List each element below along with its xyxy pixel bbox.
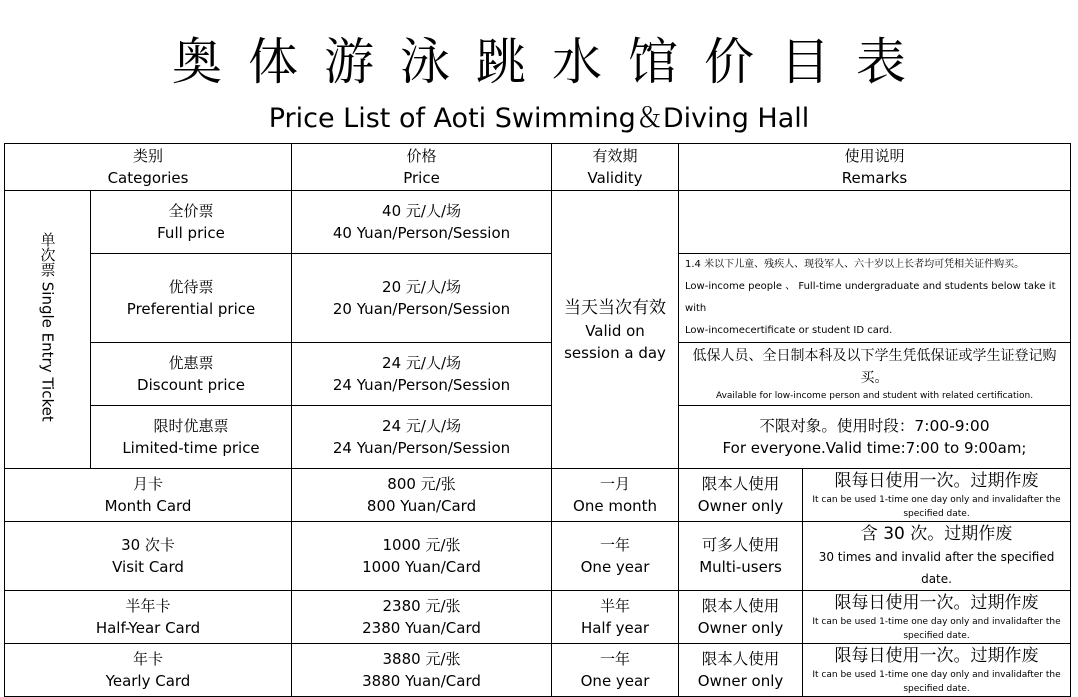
ticket-price-preferential: 20 元/人/场 20 Yuan/Person/Session xyxy=(292,254,552,343)
ticket-name-preferential: 优待票 Preferential price xyxy=(91,254,292,343)
remark-discount: 低保人员、全日制本科及以下学生凭低保证或学生证登记购买。 Available for low-income person and student with related certification. xyxy=(679,343,1071,406)
header-categories-cn: 类别 xyxy=(133,147,164,165)
header-price-en: Price xyxy=(403,169,440,187)
header-price xyxy=(292,144,552,191)
card-remark: 限每日使用一次。过期作废 It can be used 1-time one day only and invalidafter the specified date. xyxy=(803,591,1071,644)
card-validity: 一年 One year xyxy=(552,522,679,591)
card-name: 半年卡 Half-Year Card xyxy=(5,591,292,644)
ticket-name-limited: 限时优惠票 Limited-time price xyxy=(91,406,292,469)
header-categories-en: Categories xyxy=(107,169,189,187)
header-validity-cn: 有效期 xyxy=(592,147,638,165)
card-user: 可多人使用 Multi-users xyxy=(679,522,803,591)
card-price: 800 元/张 800 Yuan/Card xyxy=(292,469,552,522)
table-row xyxy=(5,343,1071,406)
ticket-price-discount: 24 元/人/场 24 Yuan/Person/Session xyxy=(292,343,552,406)
table-row xyxy=(5,254,1071,343)
single-entry-validity: 当天当次有效 Valid on session a day xyxy=(552,191,679,469)
card-validity: 一年 One year xyxy=(552,644,679,697)
ticket-price-limited: 24 元/人/场 24 Yuan/Person/Session xyxy=(292,406,552,469)
table-row xyxy=(5,591,1071,644)
card-price: 2380 元/张 2380 Yuan/Card xyxy=(292,591,552,644)
ticket-name-discount: 优惠票 Discount price xyxy=(91,343,292,406)
ticket-price-full: 40 元/人/场 40 Yuan/Person/Session xyxy=(292,191,552,254)
single-entry-label: 单次票 Single Entry Ticket xyxy=(38,231,57,422)
card-remark: 限每日使用一次。过期作废 It can be used 1-time one day only and invalidafter the specified date. xyxy=(803,469,1071,522)
table-row xyxy=(5,644,1071,697)
card-user: 限本人使用 Owner only xyxy=(679,469,803,522)
remark-limited: 不限对象。使用时段：7:00-9:00 For everyone.Valid time:7:00 to 9:00am; xyxy=(679,406,1071,469)
card-remark: 含 30 次。过期作废 30 times and invalid after the specified date. xyxy=(803,522,1071,591)
header-remarks-en: Remarks xyxy=(841,169,908,187)
price-table xyxy=(4,143,1071,697)
header-remarks xyxy=(679,144,1071,191)
table-row xyxy=(5,522,1071,591)
table-row xyxy=(5,191,1071,254)
page-title-english: Price List of Aoti Swimming＆Diving Hall xyxy=(268,103,810,134)
remark-preferential: 1.4 米以下儿童、残疾人、现役军人、六十岁以上长者均可凭相关证件购买。 Low-income people 、 Full-time undergraduate and students below take it with Low-incomecertificate or student ID card. xyxy=(679,254,1071,343)
header-remarks-cn: 使用说明 xyxy=(844,147,905,165)
table-row xyxy=(5,406,1071,469)
card-user: 限本人使用 Owner only xyxy=(679,644,803,697)
header-validity xyxy=(552,144,679,191)
card-name: 年卡 Yearly Card xyxy=(5,644,292,697)
card-price: 1000 元/张 1000 Yuan/Card xyxy=(292,522,552,591)
page-title-chinese: 奥体游泳跳水馆价目表 xyxy=(172,33,932,91)
card-remark: 限每日使用一次。过期作废 It can be used 1-time one day only and invalidafter the specified date. xyxy=(803,644,1071,697)
ticket-name-full: 全价票 Full price xyxy=(91,191,292,254)
header-categories xyxy=(5,144,292,191)
card-name: 月卡 Month Card xyxy=(5,469,292,522)
table-row xyxy=(5,469,1071,522)
card-user: 限本人使用 Owner only xyxy=(679,591,803,644)
header-price-cn: 价格 xyxy=(406,147,437,165)
card-validity: 一月 One month xyxy=(552,469,679,522)
card-price: 3880 元/张 3880 Yuan/Card xyxy=(292,644,552,697)
single-entry-label-cell xyxy=(5,191,91,469)
header-validity-en: Validity xyxy=(587,169,643,187)
card-validity: 半年 Half year xyxy=(552,591,679,644)
remark-full-empty xyxy=(679,191,1071,254)
card-name: 30 次卡 Visit Card xyxy=(5,522,292,591)
table-header-row xyxy=(5,144,1071,191)
